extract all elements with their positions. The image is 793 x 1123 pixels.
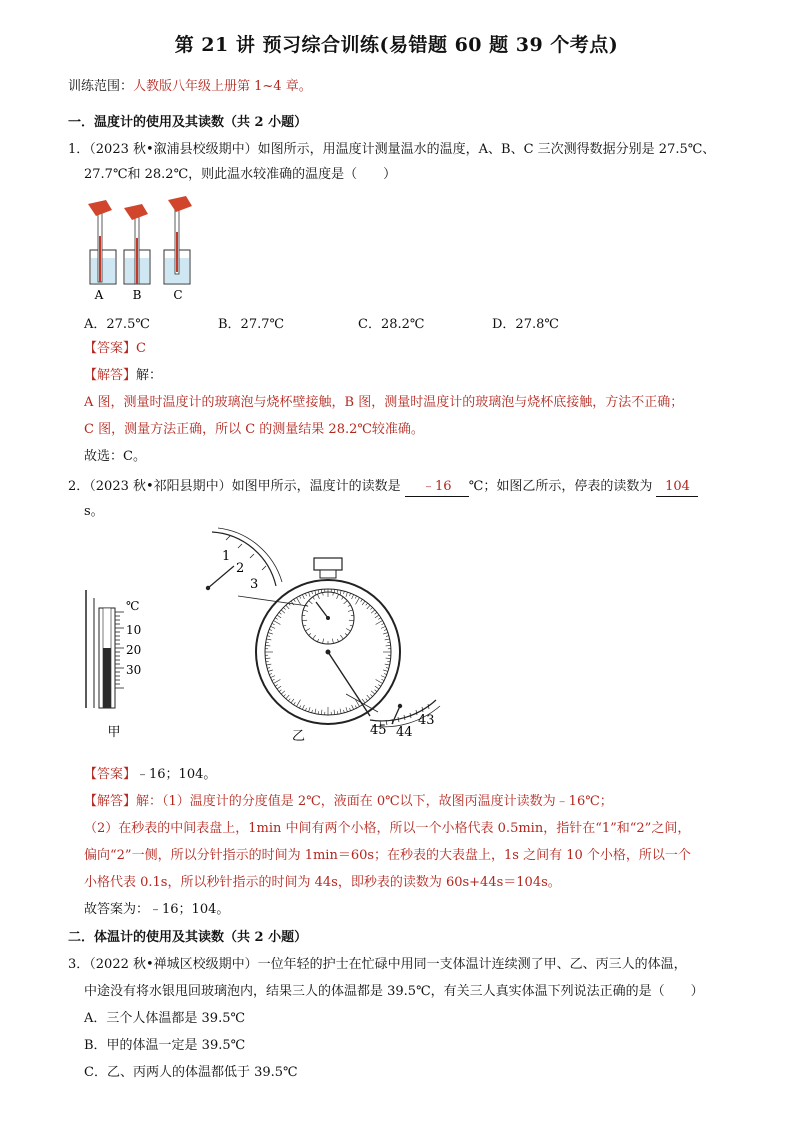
q2-stem-mid: ℃；如图乙所示，停表的读数为 (468, 479, 653, 494)
thermo-tick-20: 20 (126, 643, 142, 657)
section-heading-1: 一．温度计的使用及其读数（共 2 小题） (68, 115, 308, 130)
q1-option-c: C．28.2℃ (358, 317, 425, 332)
q1-stem-line1: 1．（2023 秋•溆浦县校级期中）如图所示，用温度计测量温水的温度，A、B、C 三次测得数据分别是 27.5℃、 (68, 142, 716, 157)
q2-stem-pre: 2．（2023 秋•祁阳县期中）如图甲所示，温度计的读数是 (68, 479, 401, 494)
minute-callout-2: 2 (236, 561, 245, 576)
fig-label-c: C (173, 288, 183, 302)
q3-stem-line2: 中途没有将水银甩回玻璃泡内，结果三人的体温都是 39.5℃，有关三人真实体温下列说法正确的是（ ） (84, 984, 704, 999)
q2-blank-2: 104 (656, 478, 698, 497)
answer-value: ﹣16；104。 (136, 767, 217, 782)
scope-label: 训练范围： (68, 79, 134, 94)
q1-option-a: A．27.5℃ (84, 317, 150, 332)
q2-analysis-line3: 偏向“2”一侧，所以分针指示的时间为 1min＝60s；在秒表的大表盘上，1s 之间有 10 个小格，所以一个 (84, 848, 691, 863)
page-title: 第 21 讲 预习综合训练(易错题 60 题 39 个考点) (174, 34, 619, 56)
q3-stem-line1: 3．（2022 秋•禅城区校级期中）一位年轻的护士在忙碌中用同一支体温计连续测了甲、乙、丙三人的体温， (68, 957, 687, 972)
hand-flag-icon (88, 200, 112, 216)
label-jia: 甲 (107, 725, 121, 738)
q1-analysis-lead (84, 367, 162, 385)
thermo-tick-10: 10 (126, 623, 142, 637)
q2-analysis-line4: 小格代表 0.1s，所以秒针指示的时间为 44s，即秒表的读数为 60s+44s＝104s。 (84, 875, 561, 890)
q1-option-b: B．27.7℃ (218, 317, 285, 332)
q1-stem-line2: 27.7℃和 28.2℃，则此温水较准确的温度是（ ） (84, 167, 397, 182)
analysis-tag: 【解答】 (84, 794, 137, 809)
q2-stem-line2: s。 (84, 504, 104, 519)
beaker-c (164, 196, 192, 284)
second-callout-44: 44 (396, 725, 413, 740)
q2-answer (84, 766, 216, 784)
q2-analysis-line1 (84, 793, 613, 811)
answer-tag: 【答案】 (84, 341, 137, 356)
q1-answer (84, 340, 146, 358)
analysis-lead: 解： (136, 368, 163, 383)
second-callout-45: 45 (370, 723, 387, 738)
analysis-text: 解：（1）温度计的分度值是 2℃，液面在 0℃以下，故图丙温度计读数为﹣16℃； (136, 794, 613, 809)
analysis-tag: 【解答】 (84, 368, 137, 383)
q2-stopwatch-figure (200, 526, 450, 748)
q1-analysis-line2: C 图，测量方法正确，所以 C 的测量结果 28.2℃较准确。 (84, 422, 424, 437)
stopwatch-crown (314, 558, 342, 570)
fig-label-b: B (132, 288, 142, 302)
q2-blank-1: ﹣16 (405, 478, 469, 497)
training-scope (68, 78, 312, 96)
thermo-unit: ℃ (126, 599, 140, 613)
beaker-b (124, 204, 150, 284)
q1-choose: 故选：C。 (84, 449, 146, 464)
second-callout-43: 43 (418, 713, 435, 728)
scope-value: 人教版八年级上册第 1~4 章。 (133, 79, 312, 94)
section-heading-2: 二．体温计的使用及其读数（共 2 小题） (68, 930, 308, 945)
q1-option-d: D．27.8℃ (492, 317, 559, 332)
answer-value: C (136, 341, 146, 356)
q3-option-b: B．甲的体温一定是 39.5℃ (84, 1038, 246, 1053)
q1-thermometer-figure (84, 196, 204, 306)
q2-analysis-line2: （2）在秒表的中间表盘上，1min 中间有两个小格，所以一个小格代表 0.5min，指针在“1”和“2”之间， (84, 821, 691, 836)
hand-flag-icon (168, 196, 192, 212)
label-yi: 乙 (292, 729, 306, 744)
minute-callout-3: 3 (250, 577, 259, 592)
thermo-tick-30: 30 (126, 663, 142, 677)
mercury-column (103, 648, 111, 708)
beaker-a (88, 200, 116, 284)
minute-callout-1: 1 (222, 549, 231, 564)
q2-thermometer-figure (80, 588, 160, 738)
fig-label-a: A (94, 288, 104, 302)
hand-flag-icon (124, 204, 148, 220)
q2-stem-line1 (68, 478, 698, 497)
answer-tag: 【答案】 (84, 767, 137, 782)
q2-answer-final: 故答案为：﹣16；104。 (84, 902, 230, 917)
q1-analysis-line1: A 图，测量时温度计的玻璃泡与烧杯壁接触，B 图，测量时温度计的玻璃泡与烧杯底接触，方法不正确； (84, 395, 684, 410)
q3-option-c: C．乙、丙两人的体温都低于 39.5℃ (84, 1065, 298, 1080)
q3-option-a: A．三个人体温都是 39.5℃ (84, 1011, 246, 1026)
